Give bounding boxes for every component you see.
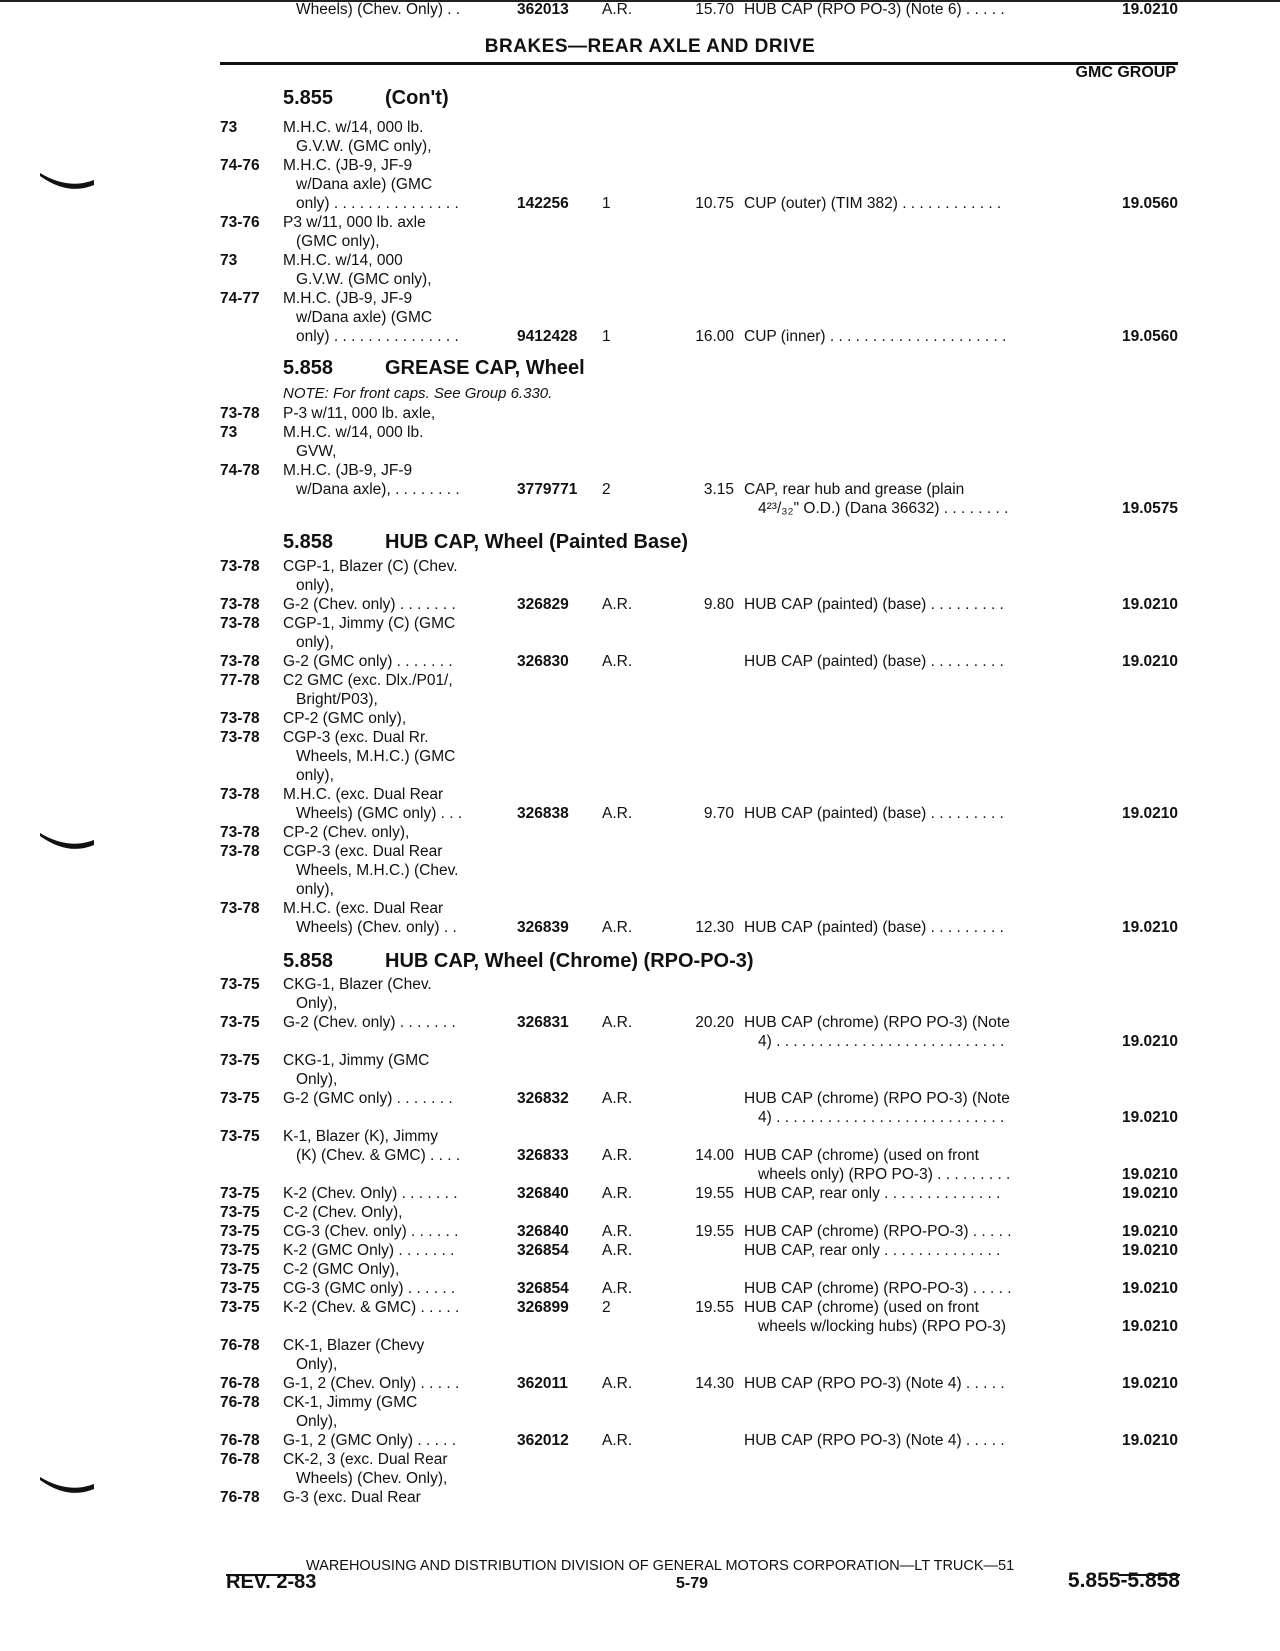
quantity: 1 <box>602 195 611 212</box>
page-title: BRAKES—REAR AXLE AND DRIVE <box>484 36 816 57</box>
part-number: 326831 <box>517 1014 569 1031</box>
section-number: 5.858 <box>283 531 334 553</box>
model-year: 73-75 <box>220 1014 260 1031</box>
application-description: Wheels, M.H.C.) (GMC <box>296 748 456 765</box>
quantity: A.R. <box>602 919 633 936</box>
model-year: 74-76 <box>220 157 260 174</box>
item-description: HUB CAP (chrome) (used on front <box>744 1299 979 1316</box>
quantity: A.R. <box>602 805 633 822</box>
section-note: NOTE: For front caps. See Group 6.330. <box>283 385 553 402</box>
catalog-code: 19.0210 <box>1121 1318 1178 1335</box>
catalog-code: 19.0210 <box>1121 1242 1178 1259</box>
application-description: M.H.C. (JB-9, JF-9 <box>283 290 413 307</box>
part-number: 3779771 <box>517 481 578 498</box>
catalog-code: 19.0210 <box>1121 1185 1178 1202</box>
application-description: w/Dana axle) (GMC <box>296 309 433 326</box>
price: 16.00 <box>695 328 734 345</box>
model-year: 73 <box>220 424 238 441</box>
price: 20.20 <box>695 1014 734 1031</box>
catalog-code: 19.0210 <box>1121 1109 1178 1126</box>
catalog-code: 19.0210 <box>1121 1166 1178 1183</box>
header-rule <box>220 62 1178 65</box>
application-description: CGP-3 (exc. Dual Rear <box>283 843 443 860</box>
application-description: C-2 (Chev. Only), <box>283 1204 403 1221</box>
model-year: 76-78 <box>220 1394 260 1411</box>
application-description: C-2 (GMC Only), <box>283 1261 400 1278</box>
application-description: CK-2, 3 (exc. Dual Rear <box>283 1451 448 1468</box>
model-year: 74-78 <box>220 462 260 479</box>
item-description: HUB CAP (painted) (base) . . . . . . . . . <box>744 919 1004 936</box>
item-description: HUB CAP (chrome) (RPO PO-3) (Note <box>744 1014 1010 1031</box>
price: 9.70 <box>703 805 734 822</box>
price: 19.55 <box>695 1299 734 1316</box>
catalog-code: 19.0210 <box>1121 596 1178 613</box>
application-description: G-2 (GMC only) . . . . . . . <box>283 1090 453 1107</box>
item-description: HUB CAP (chrome) (used on front <box>744 1147 979 1164</box>
model-year: 73-78 <box>220 786 260 803</box>
section-number: 5.858 <box>283 950 334 972</box>
application-description: only) . . . . . . . . . . . . . . . <box>296 195 459 212</box>
section-number: 5.855 <box>283 87 334 109</box>
section-heading <box>283 950 754 973</box>
model-year: 73-78 <box>220 843 260 860</box>
model-year: 73-75 <box>220 1185 260 1202</box>
model-year: 73-76 <box>220 214 260 231</box>
part-number: 142256 <box>517 195 569 212</box>
model-year: 73-78 <box>220 596 260 613</box>
application-description: CKG-1, Blazer (Chev. <box>283 976 432 993</box>
section-title: HUB CAP, Wheel (Painted Base) <box>385 531 689 553</box>
application-description: Wheels) (Chev. only) . . <box>296 919 457 936</box>
application-description: CGP-1, Blazer (C) (Chev. <box>283 558 458 575</box>
application-description: CKG-1, Jimmy (GMC <box>283 1052 430 1069</box>
model-year: 76-78 <box>220 1451 260 1468</box>
quantity: A.R. <box>602 1432 633 1449</box>
application-description: Bright/P03), <box>296 691 378 708</box>
application-description: CK-1, Jimmy (GMC <box>283 1394 418 1411</box>
item-description: CAP, rear hub and grease (plain <box>744 481 965 498</box>
application-description: K-2 (Chev. Only) . . . . . . . <box>283 1185 458 1202</box>
application-description: (K) (Chev. & GMC) . . . . <box>296 1147 461 1164</box>
item-description: HUB CAP, rear only . . . . . . . . . . . . . . <box>744 1242 1001 1259</box>
section-number: 5.858 <box>283 357 334 379</box>
application-description: CGP-1, Jimmy (C) (GMC <box>283 615 456 632</box>
quantity: 1 <box>602 328 611 345</box>
item-description: HUB CAP (RPO PO-3) (Note 4) . . . . . <box>744 1432 1005 1449</box>
part-number: 326854 <box>517 1280 569 1297</box>
application-description: M.H.C. (exc. Dual Rear <box>283 900 444 917</box>
model-year: 73-78 <box>220 824 260 841</box>
catalog-code: 19.0210 <box>1121 1432 1178 1449</box>
application-description: only) . . . . . . . . . . . . . . . <box>296 328 459 345</box>
price: 14.30 <box>695 1375 734 1392</box>
revision-label: REV. 2-83 <box>226 1571 317 1593</box>
application-description: P3 w/11, 000 lb. axle <box>283 214 426 231</box>
model-year: 73-75 <box>220 1299 260 1316</box>
quantity: A.R. <box>602 1223 633 1240</box>
item-description: 4) . . . . . . . . . . . . . . . . . . . . . . . . . . . <box>758 1033 1005 1050</box>
application-description: P-3 w/11, 000 lb. axle, <box>283 405 436 422</box>
catalog-code: 19.0210 <box>1121 1223 1178 1240</box>
item-description: 4²³/₃₂" O.D.) (Dana 36632) . . . . . . . . <box>758 500 1009 517</box>
section-title: HUB CAP, Wheel (Chrome) (RPO-PO-3) <box>385 950 754 972</box>
application-description: C2 GMC (exc. Dlx./P01/, <box>283 672 453 689</box>
page-number: 5-79 <box>676 1575 709 1592</box>
model-year: 73-75 <box>220 1052 260 1069</box>
price: 14.00 <box>695 1147 734 1164</box>
model-year: 73-75 <box>220 1090 260 1107</box>
section-heading <box>283 87 449 110</box>
application-description: CP-2 (GMC only), <box>283 710 407 727</box>
price: 3.15 <box>703 481 734 498</box>
part-number: 9412428 <box>517 328 578 345</box>
part-number: 326899 <box>517 1299 569 1316</box>
catalog-code: 19.0210 <box>1121 1033 1178 1050</box>
catalog-code: 19.0210 <box>1121 1280 1178 1297</box>
item-description: HUB CAP (chrome) (RPO PO-3) (Note <box>744 1090 1010 1107</box>
quantity: A.R. <box>602 1 633 18</box>
item-description: HUB CAP (RPO PO-3) (Note 6) . . . . . <box>744 1 1005 18</box>
catalog-code: 19.0210 <box>1121 1 1178 18</box>
model-year: 76-78 <box>220 1489 260 1506</box>
part-number: 326838 <box>517 805 569 822</box>
application-description: CGP-3 (exc. Dual Rr. <box>283 729 429 746</box>
model-year: 74-77 <box>220 290 260 307</box>
application-description: G-1, 2 (Chev. Only) . . . . . <box>283 1375 460 1392</box>
model-year: 76-78 <box>220 1337 260 1354</box>
section-title: GREASE CAP, Wheel <box>385 357 585 379</box>
price: 15.70 <box>695 1 734 18</box>
application-description: K-2 (GMC Only) . . . . . . . <box>283 1242 455 1259</box>
application-description: Only), <box>296 1413 338 1430</box>
part-number: 326840 <box>517 1223 569 1240</box>
model-year: 73-75 <box>220 976 260 993</box>
section-heading <box>283 357 585 380</box>
application-description: w/Dana axle), . . . . . . . . <box>296 481 460 498</box>
quantity: 2 <box>602 481 611 498</box>
quantity: A.R. <box>602 653 633 670</box>
model-year: 73-75 <box>220 1128 260 1145</box>
application-description: only), <box>296 767 334 784</box>
model-year: 76-78 <box>220 1375 260 1392</box>
application-description: CP-2 (Chev. only), <box>283 824 410 841</box>
model-year: 73-75 <box>220 1280 260 1297</box>
catalog-code: 19.0210 <box>1121 653 1178 670</box>
model-year: 76-78 <box>220 1432 260 1449</box>
application-description: Wheels, M.H.C.) (Chev. <box>296 862 459 879</box>
part-number: 326854 <box>517 1242 569 1259</box>
price: 9.80 <box>703 596 734 613</box>
item-description: HUB CAP (painted) (base) . . . . . . . . . <box>744 805 1004 822</box>
quantity: A.R. <box>602 596 633 613</box>
application-description: G-2 (Chev. only) . . . . . . . <box>283 1014 456 1031</box>
application-description: G-1, 2 (GMC Only) . . . . . <box>283 1432 457 1449</box>
application-description: M.H.C. (exc. Dual Rear <box>283 786 444 803</box>
catalog-code: 19.0560 <box>1121 328 1178 345</box>
part-number: 362011 <box>517 1375 568 1392</box>
application-description: GVW, <box>296 443 337 460</box>
quantity: A.R. <box>602 1185 633 1202</box>
application-description: K-1, Blazer (K), Jimmy <box>283 1128 439 1145</box>
quantity: A.R. <box>602 1147 633 1164</box>
application-description: Only), <box>296 995 338 1012</box>
item-description: HUB CAP (painted) (base) . . . . . . . . . <box>744 596 1004 613</box>
footer-text: WAREHOUSING AND DISTRIBUTION DIVISION OF GENERAL MOTORS CORPORATION—LT TRUCK—51 <box>306 1558 1015 1574</box>
model-year: 73-78 <box>220 653 260 670</box>
section-title: (Con't) <box>385 87 449 109</box>
top-border-line <box>0 0 1280 2</box>
catalog-code: 19.0210 <box>1121 805 1178 822</box>
quantity: A.R. <box>602 1014 633 1031</box>
model-year: 73-78 <box>220 729 260 746</box>
application-description: M.H.C. (JB-9, JF-9 <box>283 462 413 479</box>
part-number: 326839 <box>517 919 569 936</box>
part-number: 326833 <box>517 1147 569 1164</box>
application-description: Only), <box>296 1356 338 1373</box>
item-description: CUP (outer) (TIM 382) . . . . . . . . . . . . <box>744 195 1002 212</box>
model-year: 73 <box>220 252 238 269</box>
application-description: G-2 (GMC only) . . . . . . . <box>283 653 453 670</box>
item-description: HUB CAP (chrome) (RPO-PO-3) . . . . . <box>744 1280 1012 1297</box>
model-year: 73-78 <box>220 615 260 632</box>
catalog-code: 19.0210 <box>1121 1375 1178 1392</box>
model-year: 77-78 <box>220 672 260 689</box>
punch-hole-mark <box>38 170 96 192</box>
page-range: 5.855-5.858 <box>1067 1569 1180 1592</box>
quantity: A.R. <box>602 1242 633 1259</box>
part-number: 362012 <box>517 1432 569 1449</box>
catalog-code: 19.0575 <box>1121 500 1178 517</box>
catalog-code: 19.0560 <box>1121 195 1178 212</box>
item-description: wheels only) (RPO PO-3) . . . . . . . . . <box>758 1166 1011 1183</box>
model-year: 73-75 <box>220 1242 260 1259</box>
application-description: (GMC only), <box>296 233 380 250</box>
punch-hole-mark <box>38 830 96 852</box>
model-year: 73-75 <box>220 1223 260 1240</box>
application-description: G-3 (exc. Dual Rear <box>283 1489 421 1506</box>
application-description: M.H.C. w/14, 000 <box>283 252 403 269</box>
application-description: M.H.C. w/14, 000 lb. <box>283 424 424 441</box>
item-description: wheels w/locking hubs) (RPO PO-3) <box>758 1318 1007 1335</box>
punch-hole-mark <box>38 1474 96 1496</box>
item-description: CUP (inner) . . . . . . . . . . . . . . . . . . . . . <box>744 328 1007 345</box>
application-description: Wheels) (Chev. Only), <box>296 1470 448 1487</box>
application-description: Only), <box>296 1071 338 1088</box>
application-description: only), <box>296 881 334 898</box>
application-description: K-2 (Chev. & GMC) . . . . . <box>283 1299 460 1316</box>
group-label: GMC GROUP <box>1075 64 1176 81</box>
model-year: 73-75 <box>220 1261 260 1278</box>
application-description: G.V.W. (GMC only), <box>296 271 432 288</box>
section-heading <box>283 531 688 554</box>
application-description: M.H.C. (JB-9, JF-9 <box>283 157 413 174</box>
item-description: 4) . . . . . . . . . . . . . . . . . . . . . . . . . . . <box>758 1109 1005 1126</box>
application-description: CK-1, Blazer (Chevy <box>283 1337 425 1354</box>
part-number: 326829 <box>517 596 569 613</box>
model-year: 73-75 <box>220 1204 260 1221</box>
item-description: HUB CAP (painted) (base) . . . . . . . . . <box>744 653 1004 670</box>
application-description: CG-3 (GMC only) . . . . . . <box>283 1280 456 1297</box>
application-description: G-2 (Chev. only) . . . . . . . <box>283 596 456 613</box>
price: 19.55 <box>695 1185 734 1202</box>
model-year: 73-78 <box>220 558 260 575</box>
part-number: 362013 <box>517 1 569 18</box>
application-description: M.H.C. w/14, 000 lb. <box>283 119 424 136</box>
model-year: 73-78 <box>220 405 260 422</box>
model-year: 73-78 <box>220 710 260 727</box>
application-description: w/Dana axle) (GMC <box>296 176 433 193</box>
price: 10.75 <box>695 195 734 212</box>
quantity: 2 <box>602 1299 611 1316</box>
quantity: A.R. <box>602 1280 633 1297</box>
item-description: HUB CAP (RPO PO-3) (Note 4) . . . . . <box>744 1375 1005 1392</box>
application-description: Wheels) (GMC only) . . . <box>296 805 463 822</box>
application-description: G.V.W. (GMC only), <box>296 138 432 155</box>
application-description: CG-3 (Chev. only) . . . . . . <box>283 1223 459 1240</box>
application-description: Wheels) (Chev. Only) . . <box>296 1 461 18</box>
quantity: A.R. <box>602 1090 633 1107</box>
application-description: only), <box>296 577 334 594</box>
part-number: 326840 <box>517 1185 569 1202</box>
model-year: 73-78 <box>220 900 260 917</box>
application-description: only), <box>296 634 334 651</box>
price: 12.30 <box>695 919 734 936</box>
price: 19.55 <box>695 1223 734 1240</box>
item-description: HUB CAP, rear only . . . . . . . . . . . . . . <box>744 1185 1001 1202</box>
item-description: HUB CAP (chrome) (RPO-PO-3) . . . . . <box>744 1223 1012 1240</box>
quantity: A.R. <box>602 1375 633 1392</box>
part-number: 326830 <box>517 653 569 670</box>
part-number: 326832 <box>517 1090 569 1107</box>
catalog-code: 19.0210 <box>1121 919 1178 936</box>
model-year: 73 <box>220 119 238 136</box>
